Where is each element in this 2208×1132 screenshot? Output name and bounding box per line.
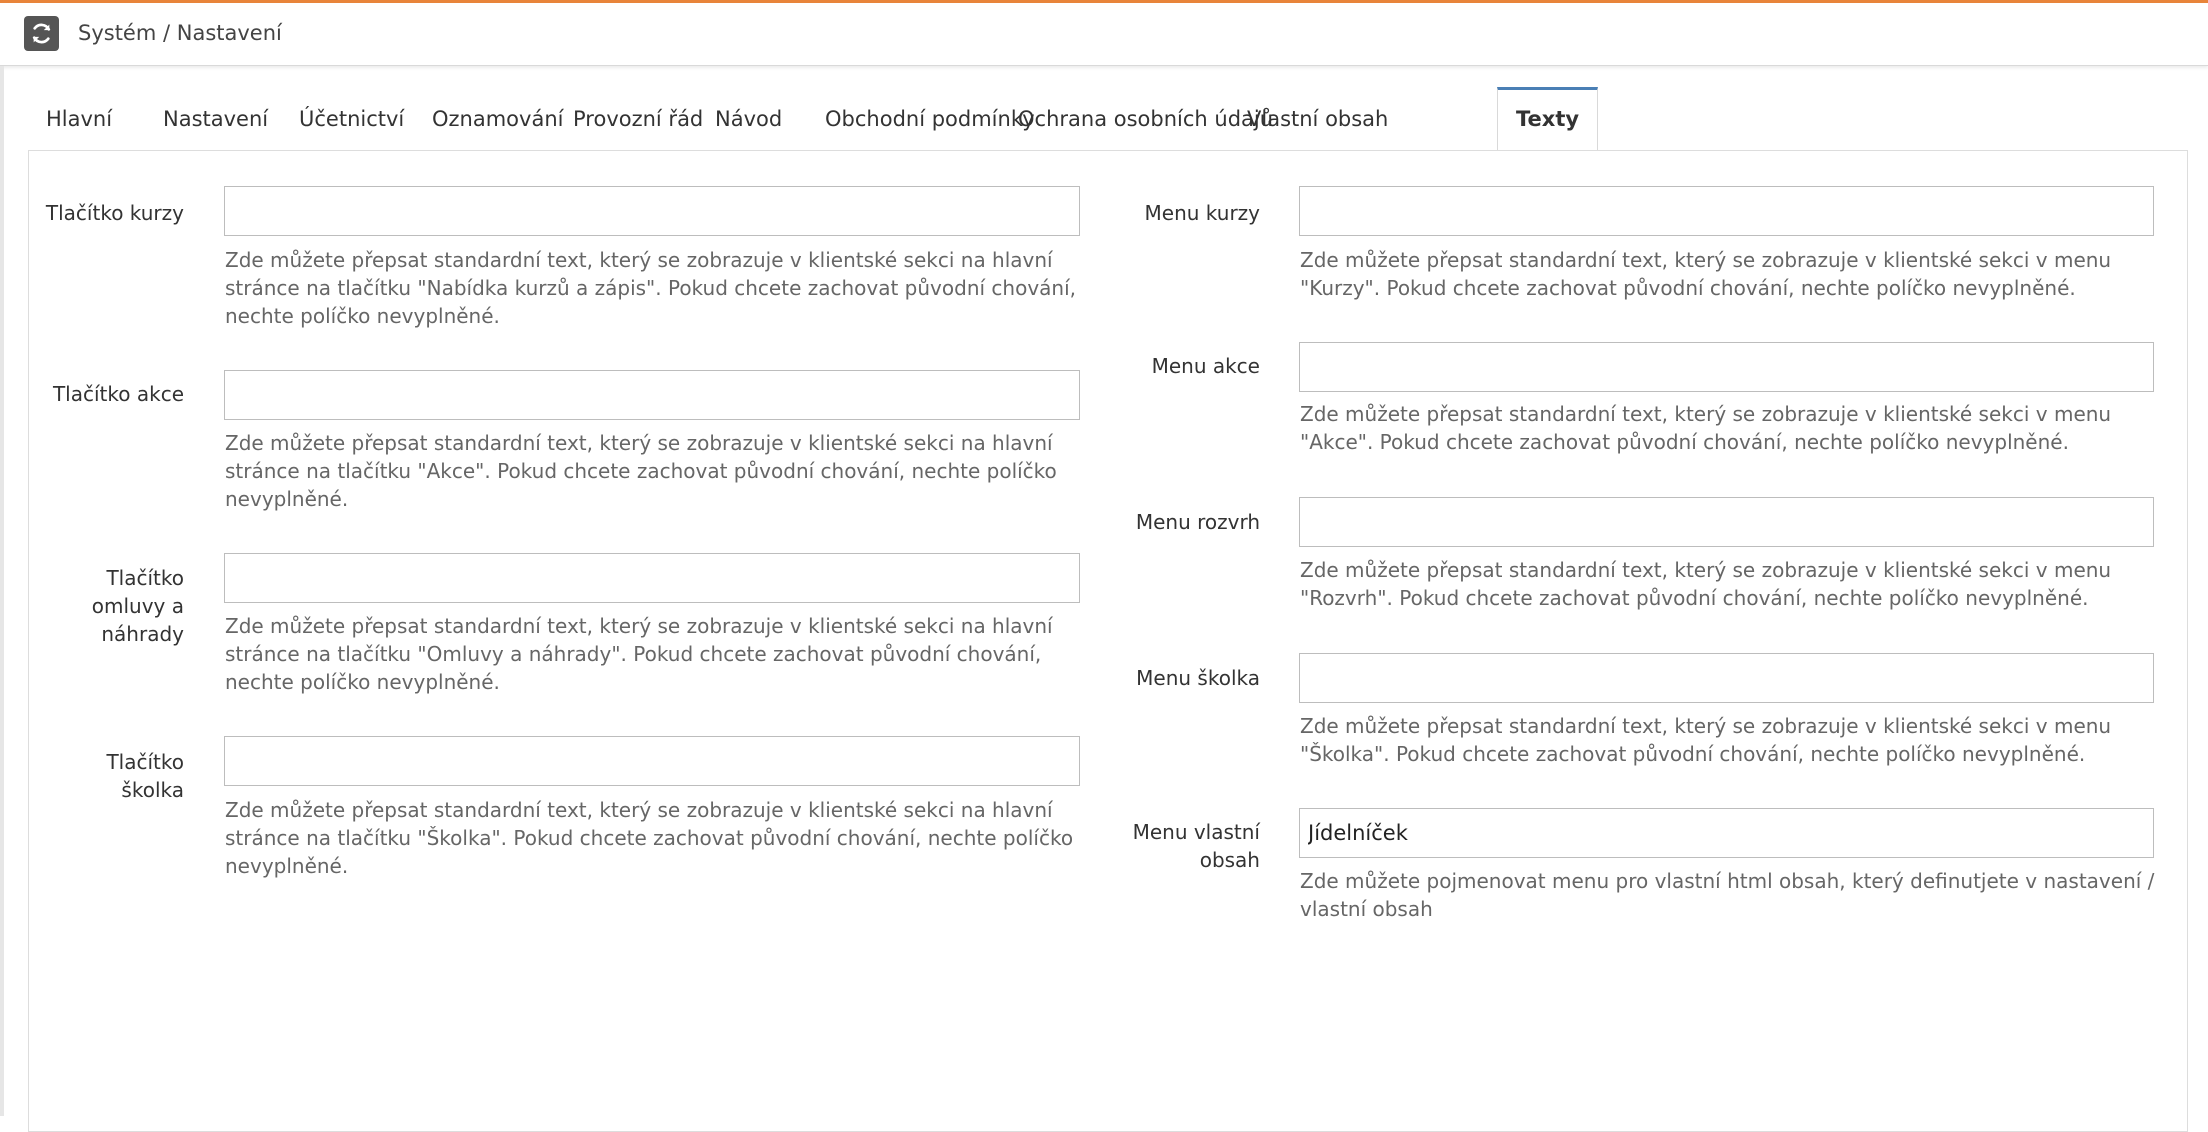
tab-vlastni-obsah[interactable]: Vlastní obsah: [1247, 107, 1389, 131]
label-tlacitko-kurzy: Tlačítko kurzy: [45, 201, 184, 225]
help-menu-kurzy: Zde můžete přepsat standardní text, který se zobrazuje v klientské sekci v menu "Kurzy". Pokud chcete zachovat původní chování, nechte políčko nevyplněné.: [1300, 248, 2112, 300]
label-menu-akce: Menu akce: [1151, 354, 1260, 378]
input-tlacitko-omluvy-a-nahrady[interactable]: [224, 553, 1080, 603]
input-menu-skolka[interactable]: [1299, 653, 2154, 703]
page-header: [0, 3, 2208, 66]
input-menu-vlastni-obsah[interactable]: [1299, 808, 2154, 858]
left-border: [0, 66, 4, 1116]
tab-obchodni-podminky[interactable]: Obchodní podmínky: [825, 107, 1035, 131]
help-tlacitko-kurzy: Zde můžete přepsat standardní text, který se zobrazuje v klientské sekci na hlavní stránce na tlačítku "Nabídka kurzů a zápis". Pokud chcete zachovat původní chování, nechte políčko nevyplněné.: [225, 248, 1076, 328]
input-tlacitko-kurzy[interactable]: [224, 186, 1080, 236]
input-menu-rozvrh[interactable]: [1299, 497, 2154, 547]
refresh-icon: [29, 21, 54, 46]
label-tlacitko-omluvy-a-nahrady: Tlačítko omluvy a náhrady: [91, 566, 184, 646]
label-tlacitko-skolka: Tlačítko školka: [106, 750, 184, 802]
tab-texty[interactable]: Texty: [1497, 87, 1598, 152]
help-tlacitko-akce: Zde můžete přepsat standardní text, který se zobrazuje v klientské sekci na hlavní stránce na tlačítku "Akce". Pokud chcete zachovat původní chování, nechte políčko nevyplněné.: [225, 431, 1057, 511]
breadcrumb: Systém / Nastavení: [78, 21, 282, 45]
input-menu-akce[interactable]: [1299, 342, 2154, 392]
help-menu-vlastni-obsah: Zde můžete pojmenovat menu pro vlastní html obsah, který definutjete v nastavení / vlastní obsah: [1300, 869, 2155, 921]
tab-hlavni[interactable]: Hlavní: [46, 107, 113, 131]
tab-nastaveni[interactable]: Nastavení: [163, 107, 269, 131]
tab-navod[interactable]: Návod: [715, 107, 783, 131]
settings-tabs: [28, 88, 2188, 150]
label-tlacitko-akce: Tlačítko akce: [52, 382, 184, 406]
help-menu-rozvrh: Zde můžete přepsat standardní text, který se zobrazuje v klientské sekci v menu "Rozvrh". Pokud chcete zachovat původní chování, nechte políčko nevyplněné.: [1300, 558, 2112, 610]
tab-ochrana-osobnich-udaju[interactable]: Ochrana osobních údajů: [1018, 107, 1274, 131]
label-menu-vlastni-obsah: Menu vlastní obsah: [1132, 820, 1260, 872]
label-menu-skolka: Menu školka: [1136, 666, 1260, 690]
input-tlacitko-akce[interactable]: [224, 370, 1080, 420]
input-menu-kurzy[interactable]: [1299, 186, 2154, 236]
help-tlacitko-skolka: Zde můžete přepsat standardní text, který se zobrazuje v klientské sekci na hlavní stránce na tlačítku "Školka". Pokud chcete zachovat původní chování, nechte políčko nevyplněné.: [225, 798, 1074, 878]
tab-oznamovani[interactable]: Oznamování: [432, 107, 564, 131]
tab-ucetnictvi[interactable]: Účetnictví: [299, 107, 405, 131]
input-tlacitko-skolka[interactable]: [224, 736, 1080, 786]
refresh-button[interactable]: [24, 16, 59, 51]
label-menu-rozvrh: Menu rozvrh: [1135, 510, 1260, 534]
tab-provozni-rad[interactable]: Provozní řád: [573, 107, 704, 131]
label-menu-kurzy: Menu kurzy: [1144, 201, 1260, 225]
help-menu-akce: Zde můžete přepsat standardní text, který se zobrazuje v klientské sekci v menu "Akce". Pokud chcete zachovat původní chování, nechte políčko nevyplněné.: [1300, 402, 2112, 454]
help-tlacitko-omluvy-a-nahrady: Zde můžete přepsat standardní text, který se zobrazuje v klientské sekci na hlavní stránce na tlačítku "Omluvy a náhrady". Pokud chcete zachovat původní chování, nechte políčko nevyplněné.: [225, 614, 1053, 694]
help-menu-skolka: Zde můžete přepsat standardní text, který se zobrazuje v klientské sekci v menu "Školka". Pokud chcete zachovat původní chování, nechte políčko nevyplněné.: [1300, 714, 2112, 766]
